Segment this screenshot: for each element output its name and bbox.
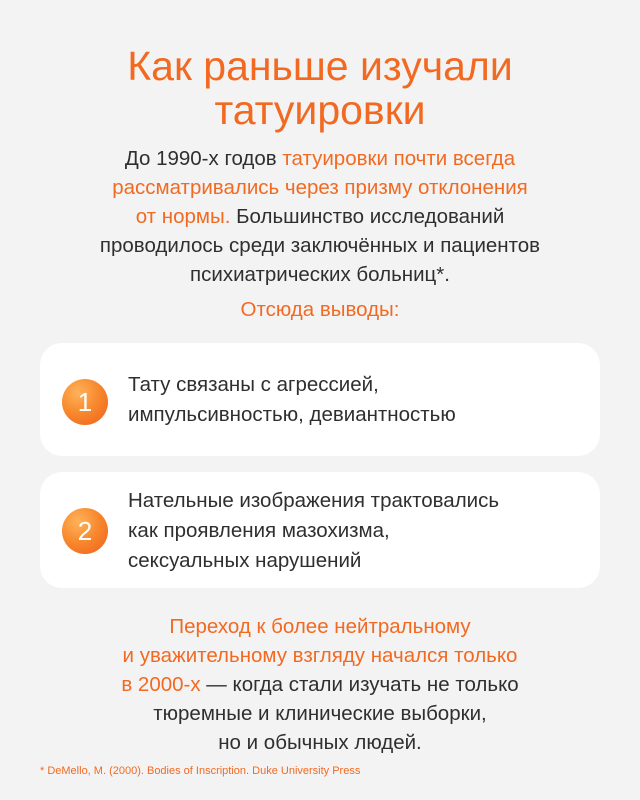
intro-text: проводилось среди заключённых и пациентов: [99, 234, 541, 257]
outro-text: тюремные и клинические выборки,: [153, 702, 487, 725]
point-text-1: [128, 370, 584, 430]
point-line: сексуальных нарушений: [128, 549, 362, 572]
intro-text: Большинство исследований: [230, 205, 505, 228]
page-title: [0, 44, 640, 132]
number-badge-1: 1: [62, 379, 108, 425]
title-line-2: татуировки: [214, 87, 426, 133]
intro-paragraph: [40, 144, 600, 289]
intro-highlight: татуировки почти всегда: [282, 147, 516, 170]
conclusions-heading: Отсюда выводы:: [240, 298, 400, 321]
outro-text: но и обычных людей.: [218, 731, 422, 754]
intro-text: психиатрических больниц*.: [190, 263, 450, 286]
outro-text: — когда стали изучать не только: [200, 673, 519, 696]
intro-text: До 1990-х годов: [124, 147, 283, 170]
title-line-1: Как раньше изучали: [127, 43, 513, 89]
outro-highlight: Переход к более нейтральному: [169, 615, 471, 638]
intro-highlight: рассматривались через призму отклонения: [112, 176, 528, 199]
intro-line-1: [40, 144, 600, 173]
point-line: как проявления мазохизма,: [128, 519, 390, 542]
point-line: Тату связаны с агрессией,: [128, 373, 379, 396]
outro-highlight: в 2000-х: [121, 673, 201, 696]
intro-highlight: от нормы.: [135, 205, 231, 228]
point-card-1: [40, 343, 600, 456]
footnote: * DeMello, M. (2000). Bodies of Inscription. Duke University Press: [40, 765, 361, 777]
intro-line-3: [40, 202, 600, 231]
point-line: импульсивностью, девиантностью: [128, 403, 456, 426]
outro-paragraph: [40, 612, 600, 757]
point-card-2: [40, 472, 600, 588]
point-line: Нательные изображения трактовались: [128, 489, 500, 512]
outro-line-3: [40, 670, 600, 699]
outro-highlight: и уважительному взгляду начался только: [122, 644, 518, 667]
point-text-2: [128, 486, 584, 576]
number-badge-2: 2: [62, 508, 108, 554]
